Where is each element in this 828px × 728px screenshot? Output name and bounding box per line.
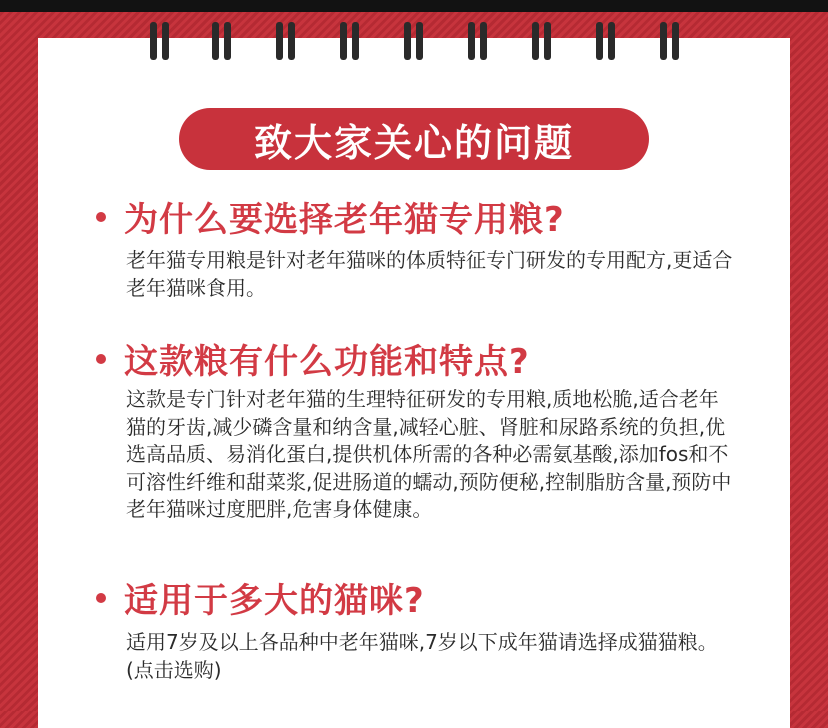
faq-answer-3[interactable]: 适用7岁及以上各品种中老年猫咪,7岁以下成年猫请选择成猫猫粮。(点击选购) xyxy=(126,630,718,682)
page-title-banner xyxy=(179,108,649,170)
bullet-icon xyxy=(96,593,106,603)
question-text: 这款粮有什么功能和特点? xyxy=(124,342,530,382)
binding-ring xyxy=(340,22,347,60)
page-title: 致大家关心的问题 xyxy=(253,120,574,165)
faq-question-2 xyxy=(96,334,530,383)
binding-ring xyxy=(150,22,157,60)
binding-ring xyxy=(352,22,359,60)
binding-ring xyxy=(288,22,295,60)
bullet-icon xyxy=(96,354,106,364)
binding-ring xyxy=(404,22,411,60)
faq-answer-1: 老年猫专用粮是针对老年猫咪的体质特征专门研发的专用配方,更适合老年猫咪食用。 xyxy=(126,248,733,300)
binding-ring xyxy=(212,22,219,60)
faq-question-3 xyxy=(96,573,425,622)
binding-ring xyxy=(162,22,169,60)
notepad-binding-rings xyxy=(0,0,828,70)
binding-ring xyxy=(480,22,487,60)
question-text: 为什么要选择老年猫专用粮? xyxy=(124,200,565,240)
binding-ring xyxy=(468,22,475,60)
question-text: 适用于多大的猫咪? xyxy=(124,581,425,621)
binding-ring xyxy=(660,22,667,60)
binding-ring xyxy=(276,22,283,60)
binding-ring xyxy=(224,22,231,60)
faq-answer-2: 这款是专门针对老年猫的生理特征研发的专用粮,质地松脆,适合老年猫的牙齿,减少磷含量和纳含量,减轻心脏、肾脏和尿路系统的负担,优选高品质、易消化蛋白,提供机体所需的各种必需氨基酸,添加fos和不可溶性纤维和甜菜浆,促进肠道的蠕动,预防便秘,控制脂肪含量,预防中老年猫咪过度肥胖,危害身体健康。 xyxy=(126,387,732,521)
binding-ring xyxy=(544,22,551,60)
binding-ring xyxy=(596,22,603,60)
faq-question-1 xyxy=(96,192,565,241)
binding-ring xyxy=(672,22,679,60)
bullet-icon xyxy=(96,212,106,222)
binding-ring xyxy=(608,22,615,60)
binding-ring xyxy=(416,22,423,60)
binding-ring xyxy=(532,22,539,60)
